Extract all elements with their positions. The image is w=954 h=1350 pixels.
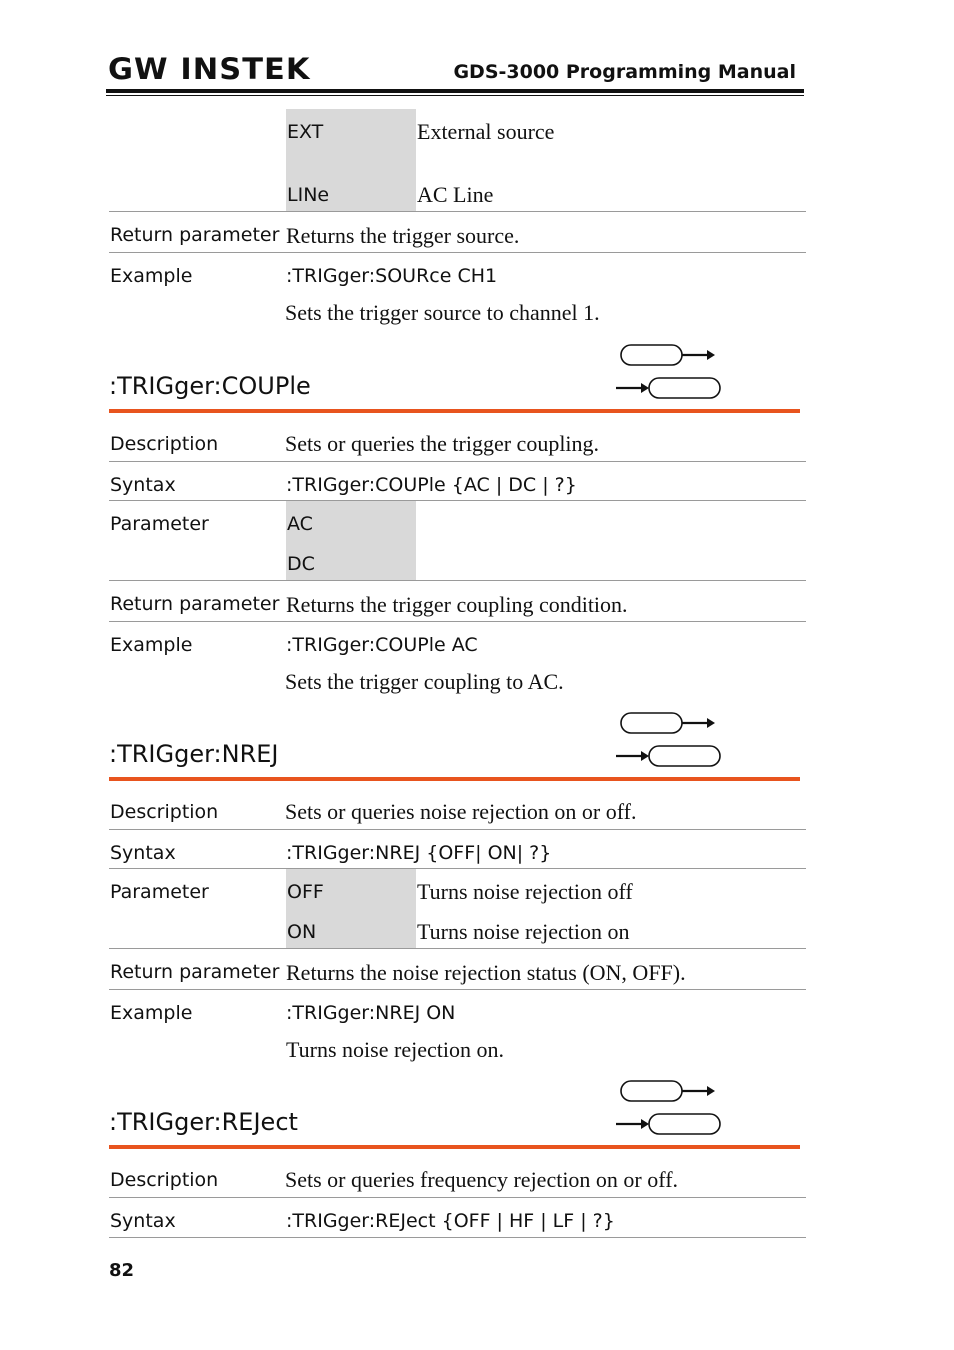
header-rule-thin bbox=[106, 95, 804, 96]
divider bbox=[109, 621, 806, 622]
example-code: :TRIGger:COUPle AC bbox=[286, 634, 478, 656]
parameter-label: Parameter bbox=[110, 881, 209, 903]
param-line-desc: AC Line bbox=[417, 182, 494, 207]
param-ext: EXT bbox=[287, 121, 324, 143]
description-label: Description bbox=[110, 1169, 219, 1191]
return-value: Returns the trigger coupling condition. bbox=[286, 592, 628, 617]
divider bbox=[109, 500, 806, 501]
section-rule bbox=[109, 409, 800, 413]
example-label: Example bbox=[110, 1002, 193, 1024]
divider bbox=[109, 252, 806, 253]
example-desc: Sets the trigger coupling to AC. bbox=[285, 669, 564, 694]
param-ext-desc: External source bbox=[417, 119, 555, 144]
example-desc: Turns noise rejection on. bbox=[286, 1037, 504, 1062]
description-label: Description bbox=[110, 801, 219, 823]
param-line: LINe bbox=[287, 184, 330, 206]
description-text: Sets or queries noise rejection on or off. bbox=[285, 799, 637, 824]
param-off: OFF bbox=[287, 881, 324, 903]
return-value: Returns the noise rejection status (ON, OFF). bbox=[286, 960, 686, 985]
syntax-label: Syntax bbox=[110, 842, 176, 864]
example-code: :TRIGger:SOURce CH1 bbox=[286, 265, 498, 287]
description-label: Description bbox=[110, 433, 219, 455]
divider bbox=[109, 461, 806, 462]
example-label: Example bbox=[110, 265, 193, 287]
divider bbox=[109, 1197, 806, 1198]
manual-title: GDS-3000 Programming Manual bbox=[453, 61, 796, 83]
divider bbox=[109, 829, 806, 830]
header-rule bbox=[106, 89, 804, 93]
example-code: :TRIGger:NREJ ON bbox=[286, 1002, 456, 1024]
param-off-desc: Turns noise rejection off bbox=[417, 879, 633, 904]
return-label: Return parameter bbox=[110, 224, 280, 246]
divider bbox=[109, 211, 806, 212]
section-title-nrej: :TRIGger:NREJ bbox=[109, 740, 279, 768]
example-label: Example bbox=[110, 634, 193, 656]
divider bbox=[109, 948, 806, 949]
param-on: ON bbox=[287, 921, 317, 943]
page-number: 82 bbox=[109, 1260, 135, 1281]
set-query-icon bbox=[614, 1079, 724, 1135]
parameter-label: Parameter bbox=[110, 513, 209, 535]
section-title-couple: :TRIGger:COUPle bbox=[109, 372, 311, 400]
syntax-text: :TRIGger:COUPle {AC | DC | ?} bbox=[286, 474, 577, 496]
description-text: Sets or queries frequency rejection on or off. bbox=[285, 1167, 679, 1192]
param-ac: AC bbox=[287, 513, 313, 535]
syntax-label: Syntax bbox=[110, 1210, 176, 1232]
syntax-text: :TRIGger:REJect {OFF | HF | LF | ?} bbox=[286, 1210, 615, 1232]
set-query-icon bbox=[614, 711, 724, 767]
return-label: Return parameter bbox=[110, 961, 280, 983]
gw-instek-logo: GW INSTEK bbox=[108, 52, 311, 86]
divider bbox=[109, 580, 806, 581]
param-on-desc: Turns noise rejection on bbox=[417, 919, 630, 944]
syntax-label: Syntax bbox=[110, 474, 176, 496]
example-desc: Sets the trigger source to channel 1. bbox=[285, 300, 600, 325]
divider bbox=[109, 1237, 806, 1238]
param-dc: DC bbox=[287, 553, 315, 575]
set-query-icon bbox=[614, 343, 724, 399]
section-title-reject: :TRIGger:REJect bbox=[109, 1108, 298, 1136]
divider bbox=[109, 989, 806, 990]
syntax-text: :TRIGger:NREJ {OFF| ON| ?} bbox=[286, 842, 552, 864]
divider bbox=[109, 868, 806, 869]
section-rule bbox=[109, 777, 800, 781]
return-value: Returns the trigger source. bbox=[286, 223, 520, 248]
section-rule bbox=[109, 1145, 800, 1149]
description-text: Sets or queries the trigger coupling. bbox=[285, 431, 600, 456]
return-label: Return parameter bbox=[110, 593, 280, 615]
